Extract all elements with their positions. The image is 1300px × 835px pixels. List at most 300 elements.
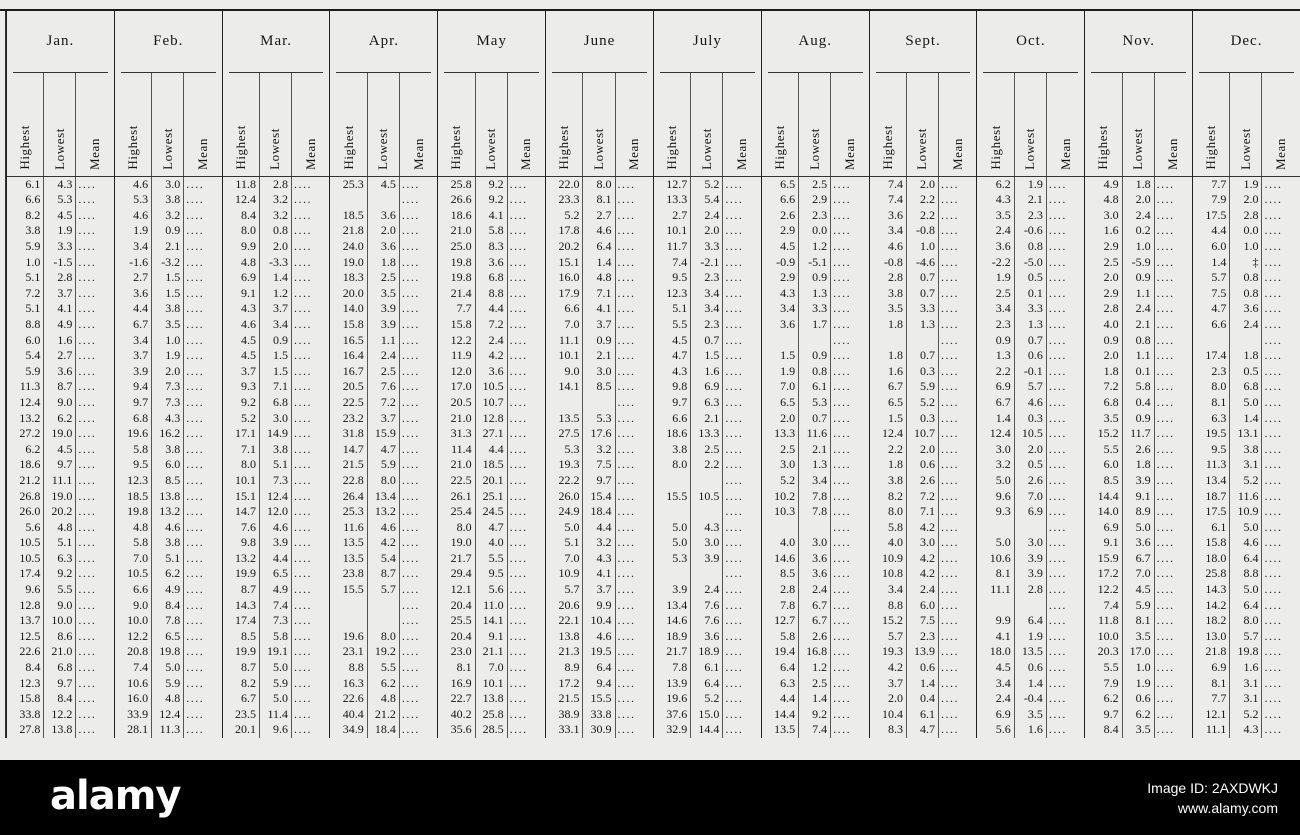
cell-mean: .... <box>1261 629 1299 645</box>
cell-highest: 7.2 <box>25 285 41 300</box>
cell-lowest: 2.2 <box>906 208 938 224</box>
cell-highest: 6.6 <box>1211 316 1227 331</box>
cell-mean: .... <box>938 660 976 676</box>
cell-mean: .... <box>1154 582 1192 598</box>
cell-highest: 1.3 <box>995 348 1011 363</box>
cell-highest: 21.8 <box>1205 644 1227 659</box>
table-row <box>1085 270 1192 286</box>
cell-lowest: 5.0 <box>1229 395 1261 411</box>
cell-highest: 3.4 <box>887 582 903 597</box>
cell-lowest: 3.5 <box>1014 707 1046 723</box>
table-row <box>115 676 222 692</box>
cell-mean: .... <box>291 644 329 660</box>
table-row <box>870 239 977 255</box>
cell-mean: .... <box>1261 442 1299 458</box>
cell-mean: .... <box>507 239 545 255</box>
cell-lowest: 7.8 <box>151 613 183 629</box>
cell-highest: 26.1 <box>450 488 472 503</box>
cell-lowest: 7.1 <box>906 504 938 520</box>
table-row <box>438 317 545 333</box>
cell-highest: 5.0 <box>672 535 688 550</box>
table-row <box>870 551 977 567</box>
table-row <box>654 551 761 567</box>
lowest-label: Lowest <box>267 127 283 170</box>
highest-header <box>654 73 690 176</box>
cell-highest: 2.0 <box>1103 348 1119 363</box>
watermark-url: www.alamy.com <box>1177 800 1278 816</box>
cell-highest: 8.4 <box>25 660 41 675</box>
lowest-header <box>798 73 830 176</box>
table-row <box>977 504 1084 520</box>
table-row <box>7 239 114 255</box>
cell-mean: .... <box>1154 379 1192 395</box>
cell-lowest: 9.2 <box>475 192 507 208</box>
cell-lowest: 7.3 <box>151 395 183 411</box>
table-row <box>438 520 545 536</box>
cell-highest: 5.1 <box>672 301 688 316</box>
cell-highest: 2.5 <box>1103 254 1119 269</box>
cell-highest: 6.9 <box>995 379 1011 394</box>
cell-lowest: 4.5 <box>43 442 75 458</box>
table-row <box>762 348 869 364</box>
cell-highest: 2.3 <box>1211 363 1227 378</box>
table-row <box>438 504 545 520</box>
cell-lowest: 15.9 <box>367 426 399 442</box>
cell-lowest: 0.9 <box>1122 411 1154 427</box>
cell-highest: 8.2 <box>25 207 41 222</box>
table-row <box>977 598 1084 614</box>
table-row <box>546 348 653 364</box>
cell-highest: 4.3 <box>672 363 688 378</box>
cell-highest: 11.3 <box>1205 457 1227 472</box>
cell-lowest: 6.2 <box>43 411 75 427</box>
cell-lowest: 2.6 <box>798 629 830 645</box>
cell-highest: 6.5 <box>780 394 796 409</box>
cell-lowest: 4.1 <box>475 208 507 224</box>
cell-mean: .... <box>1046 691 1084 707</box>
table-row <box>223 442 330 458</box>
cell-highest: 2.9 <box>780 270 796 285</box>
cell-highest: 7.0 <box>564 550 580 565</box>
cell-mean: .... <box>830 660 868 676</box>
table-row <box>115 504 222 520</box>
cell-highest: 21.5 <box>558 691 580 706</box>
cell-lowest: 2.1 <box>690 411 722 427</box>
cell-lowest: 1.6 <box>690 364 722 380</box>
cell-mean: .... <box>1154 473 1192 489</box>
cell-lowest: 4.4 <box>259 551 291 567</box>
cell-highest: 4.2 <box>887 660 903 675</box>
month-name: Sept. <box>905 32 941 49</box>
table-row <box>654 644 761 660</box>
table-row <box>1193 442 1300 458</box>
cell-highest: 3.2 <box>995 457 1011 472</box>
cell-lowest <box>367 613 399 629</box>
table-row <box>762 660 869 676</box>
cell-lowest: 7.2 <box>906 489 938 505</box>
cell-lowest: 14.9 <box>259 426 291 442</box>
table-row <box>438 426 545 442</box>
table-row <box>223 286 330 302</box>
cell-mean: .... <box>399 364 437 380</box>
cell-highest: 21.7 <box>666 644 688 659</box>
cell-highest <box>330 192 366 208</box>
cell-highest: 26.6 <box>450 192 472 207</box>
month-data <box>977 176 1084 738</box>
cell-lowest: 8.5 <box>582 379 614 395</box>
cell-mean: .... <box>183 504 221 520</box>
cell-highest: 4.4 <box>780 691 796 706</box>
mean-label: Mean <box>302 137 318 170</box>
cell-highest: 16.0 <box>127 691 149 706</box>
cell-highest: 12.4 <box>881 426 903 441</box>
cell-mean: .... <box>938 192 976 208</box>
cell-mean: .... <box>75 566 113 582</box>
cell-mean: .... <box>507 348 545 364</box>
cell-mean: .... <box>183 223 221 239</box>
cell-highest: 7.0 <box>780 379 796 394</box>
cell-highest: 12.2 <box>1097 582 1119 597</box>
cell-lowest: 4.7 <box>367 442 399 458</box>
table-row <box>330 566 437 582</box>
cell-lowest: 11.6 <box>1229 489 1261 505</box>
cell-lowest: 11.1 <box>43 473 75 489</box>
cell-mean: .... <box>75 691 113 707</box>
cell-highest: 5.2 <box>240 410 256 425</box>
cell-lowest: 8.1 <box>1122 613 1154 629</box>
cell-lowest: 1.3 <box>906 317 938 333</box>
cell-lowest: 3.6 <box>475 255 507 271</box>
cell-mean: .... <box>399 598 437 614</box>
table-row <box>115 270 222 286</box>
cell-mean: .... <box>291 629 329 645</box>
cell-mean: .... <box>183 426 221 442</box>
table-row <box>977 286 1084 302</box>
cell-lowest: 1.1 <box>1122 286 1154 302</box>
cell-lowest <box>1014 520 1046 536</box>
cell-mean: .... <box>507 598 545 614</box>
cell-mean: .... <box>399 395 437 411</box>
cell-lowest: 13.1 <box>1229 426 1261 442</box>
cell-mean: .... <box>507 707 545 723</box>
cell-highest: 18.5 <box>342 207 364 222</box>
cell-mean: .... <box>1046 208 1084 224</box>
cell-mean: .... <box>938 255 976 271</box>
table-row <box>546 223 653 239</box>
cell-highest: 2.3 <box>995 316 1011 331</box>
table-row <box>223 644 330 660</box>
cell-highest: 13.0 <box>1205 628 1227 643</box>
table-row <box>654 379 761 395</box>
cell-mean: .... <box>830 192 868 208</box>
cell-lowest: 3.8 <box>259 442 291 458</box>
cell-mean: .... <box>830 223 868 239</box>
lowest-header <box>475 73 507 176</box>
table-row <box>1193 582 1300 598</box>
cell-mean: .... <box>615 255 653 271</box>
cell-lowest: 0.7 <box>798 411 830 427</box>
cell-lowest: 3.4 <box>690 286 722 302</box>
cell-highest: -0.9 <box>776 254 796 269</box>
cell-lowest: 2.1 <box>1014 192 1046 208</box>
cell-lowest: 2.0 <box>906 177 938 193</box>
lowest-label: Lowest <box>806 127 822 170</box>
month-header <box>1199 11 1294 73</box>
cell-mean: .... <box>615 426 653 442</box>
cell-lowest: 4.6 <box>1229 535 1261 551</box>
cell-highest: 19.6 <box>127 426 149 441</box>
cell-mean: .... <box>75 395 113 411</box>
cell-highest: 3.7 <box>133 348 149 363</box>
cell-mean: .... <box>399 333 437 349</box>
cell-lowest: 6.9 <box>690 379 722 395</box>
cell-mean: .... <box>830 504 868 520</box>
cell-lowest: 2.5 <box>798 177 830 193</box>
cell-mean: .... <box>399 504 437 520</box>
table-row <box>1193 551 1300 567</box>
table-row <box>330 348 437 364</box>
table-row <box>438 379 545 395</box>
cell-mean: .... <box>75 270 113 286</box>
cell-lowest: 3.6 <box>1122 535 1154 551</box>
cell-mean: .... <box>507 613 545 629</box>
cell-highest: -2.2 <box>991 254 1011 269</box>
cell-highest: 9.1 <box>1103 535 1119 550</box>
cell-lowest: 2.4 <box>798 582 830 598</box>
cell-lowest: 3.9 <box>1014 566 1046 582</box>
cell-mean: .... <box>399 707 437 723</box>
cell-lowest: 12.8 <box>475 411 507 427</box>
cell-mean: .... <box>830 364 868 380</box>
cell-highest: 7.8 <box>672 660 688 675</box>
cell-mean: .... <box>1154 301 1192 317</box>
cell-mean: .... <box>1261 644 1299 660</box>
cell-highest: 3.9 <box>672 582 688 597</box>
cell-highest: 1.8 <box>887 457 903 472</box>
cell-highest: 1.4 <box>1211 254 1227 269</box>
cell-highest: 4.7 <box>672 348 688 363</box>
cell-mean: .... <box>183 364 221 380</box>
table-row <box>654 301 761 317</box>
cell-mean: .... <box>183 286 221 302</box>
table-row <box>115 317 222 333</box>
table-row <box>870 660 977 676</box>
cell-lowest: 7.0 <box>1014 489 1046 505</box>
cell-lowest: 1.4 <box>582 255 614 271</box>
table-row <box>1085 317 1192 333</box>
cell-mean: .... <box>1154 239 1192 255</box>
cell-lowest: 0.9 <box>151 223 183 239</box>
cell-highest: 3.9 <box>133 363 149 378</box>
cell-highest: 9.8 <box>672 379 688 394</box>
table-row <box>1193 395 1300 411</box>
table-row <box>546 504 653 520</box>
cell-highest: 9.7 <box>1103 706 1119 721</box>
cell-lowest: 4.2 <box>367 535 399 551</box>
table-row <box>223 223 330 239</box>
cell-mean: .... <box>722 255 760 271</box>
cell-mean: .... <box>615 239 653 255</box>
cell-lowest: 0.9 <box>1122 270 1154 286</box>
cell-lowest: 0.9 <box>259 333 291 349</box>
cell-lowest: 5.5 <box>475 551 507 567</box>
mean-label: Mean <box>1165 137 1181 170</box>
cell-lowest: 10.7 <box>906 426 938 442</box>
cell-lowest: 19.8 <box>151 644 183 660</box>
table-row <box>330 442 437 458</box>
table-row <box>223 629 330 645</box>
cell-highest: 7.7 <box>1211 176 1227 191</box>
month-data <box>223 176 330 738</box>
table-row <box>115 333 222 349</box>
table-row <box>115 722 222 738</box>
cell-lowest: 9.9 <box>582 598 614 614</box>
cell-mean: .... <box>1154 333 1192 349</box>
cell-mean: .... <box>1046 457 1084 473</box>
cell-mean: .... <box>1261 255 1299 271</box>
table-row <box>762 379 869 395</box>
table-row <box>870 208 977 224</box>
cell-highest: 4.6 <box>887 239 903 253</box>
cell-mean: .... <box>183 644 221 660</box>
cell-highest: 4.3 <box>995 192 1011 207</box>
cell-mean: .... <box>1154 676 1192 692</box>
cell-highest: 7.2 <box>1103 379 1119 394</box>
table-row <box>762 473 869 489</box>
cell-highest: 17.5 <box>1205 207 1227 222</box>
table-row <box>438 676 545 692</box>
table-row <box>1085 582 1192 598</box>
cell-lowest: 4.6 <box>582 223 614 239</box>
table-row <box>977 691 1084 707</box>
cell-lowest: 0.0 <box>1229 223 1261 239</box>
cell-highest: 9.5 <box>1211 441 1227 456</box>
table-row <box>7 551 114 567</box>
cell-mean: .... <box>399 644 437 660</box>
cell-lowest: 5.9 <box>1122 598 1154 614</box>
cell-highest: 15.1 <box>558 254 580 269</box>
cell-lowest: 10.7 <box>475 395 507 411</box>
table-row <box>330 411 437 427</box>
cell-lowest: 11.6 <box>798 426 830 442</box>
cell-highest: 7.0 <box>564 316 580 331</box>
cell-lowest: 21.2 <box>367 707 399 723</box>
cell-mean: .... <box>1261 566 1299 582</box>
table-row <box>1193 364 1300 380</box>
cell-highest: 5.8 <box>133 441 149 456</box>
column-subheaders <box>762 73 869 176</box>
cell-highest: 8.5 <box>240 628 256 643</box>
cell-mean: .... <box>291 598 329 614</box>
cell-lowest: 2.3 <box>690 270 722 286</box>
table-row <box>115 613 222 629</box>
table-row <box>223 598 330 614</box>
cell-mean: .... <box>75 613 113 629</box>
table-row <box>330 489 437 505</box>
cell-highest: 11.1 <box>990 582 1011 597</box>
cell-lowest: 6.8 <box>43 660 75 676</box>
table-row <box>1193 301 1300 317</box>
cell-highest: 21.2 <box>19 472 41 487</box>
lowest-header <box>43 73 75 176</box>
cell-highest: 6.1 <box>1211 519 1227 534</box>
cell-lowest: 3.6 <box>475 364 507 380</box>
cell-highest: 13.4 <box>1205 472 1227 487</box>
cell-mean: .... <box>183 489 221 505</box>
cell-highest: 8.3 <box>887 722 903 737</box>
table-row <box>1193 535 1300 551</box>
cell-highest: 8.0 <box>240 223 256 238</box>
cell-lowest: 12.4 <box>151 707 183 723</box>
table-row <box>977 348 1084 364</box>
cell-highest: 25.8 <box>450 176 472 191</box>
cell-mean: .... <box>1046 566 1084 582</box>
cell-lowest: 18.9 <box>690 644 722 660</box>
watermark-band <box>0 760 1300 835</box>
table-row <box>438 348 545 364</box>
cell-mean: .... <box>399 301 437 317</box>
table-row <box>115 192 222 208</box>
cell-lowest: 2.4 <box>475 333 507 349</box>
cell-highest: 15.9 <box>1097 550 1119 565</box>
cell-highest: 26.8 <box>19 488 41 503</box>
cell-mean: .... <box>75 520 113 536</box>
cell-mean: .... <box>722 629 760 645</box>
cell-lowest: 14.1 <box>475 613 507 629</box>
table-row <box>654 535 761 551</box>
table-row <box>7 457 114 473</box>
cell-highest: 12.2 <box>127 628 149 643</box>
cell-highest: 13.5 <box>342 535 364 550</box>
alamy-logo: alamy <box>50 773 181 819</box>
cell-highest: 17.8 <box>558 223 580 238</box>
watermark-info <box>1147 778 1278 818</box>
mean-label: Mean <box>949 137 965 170</box>
cell-highest: 8.1 <box>1211 394 1227 409</box>
cell-lowest: 3.7 <box>582 582 614 598</box>
cell-lowest: 6.1 <box>690 660 722 676</box>
month-column <box>437 11 545 738</box>
cell-mean: .... <box>615 333 653 349</box>
cell-highest <box>546 395 582 411</box>
cell-highest: 3.0 <box>780 457 796 472</box>
cell-lowest: 11.4 <box>259 707 291 723</box>
cell-highest: 5.2 <box>564 207 580 222</box>
cell-mean: .... <box>183 566 221 582</box>
cell-highest: 8.0 <box>240 457 256 472</box>
cell-lowest: 6.2 <box>1122 707 1154 723</box>
cell-highest: 4.5 <box>240 332 256 347</box>
cell-lowest: 8.8 <box>1229 566 1261 582</box>
cell-mean: .... <box>722 270 760 286</box>
table-row <box>870 411 977 427</box>
month-column <box>222 11 330 738</box>
cell-lowest: 3.6 <box>690 629 722 645</box>
cell-mean: .... <box>75 473 113 489</box>
cell-mean: .... <box>830 566 868 582</box>
cell-highest: 1.4 <box>995 410 1011 425</box>
cell-lowest: 3.0 <box>259 411 291 427</box>
cell-lowest: 3.2 <box>259 192 291 208</box>
cell-mean: .... <box>75 707 113 723</box>
cell-lowest <box>1014 598 1046 614</box>
cell-highest <box>330 613 366 629</box>
cell-highest: 3.8 <box>887 472 903 487</box>
cell-highest: 6.8 <box>1103 394 1119 409</box>
cell-mean: .... <box>1261 598 1299 614</box>
cell-highest: 6.2 <box>995 176 1011 191</box>
cell-mean: .... <box>830 722 868 738</box>
